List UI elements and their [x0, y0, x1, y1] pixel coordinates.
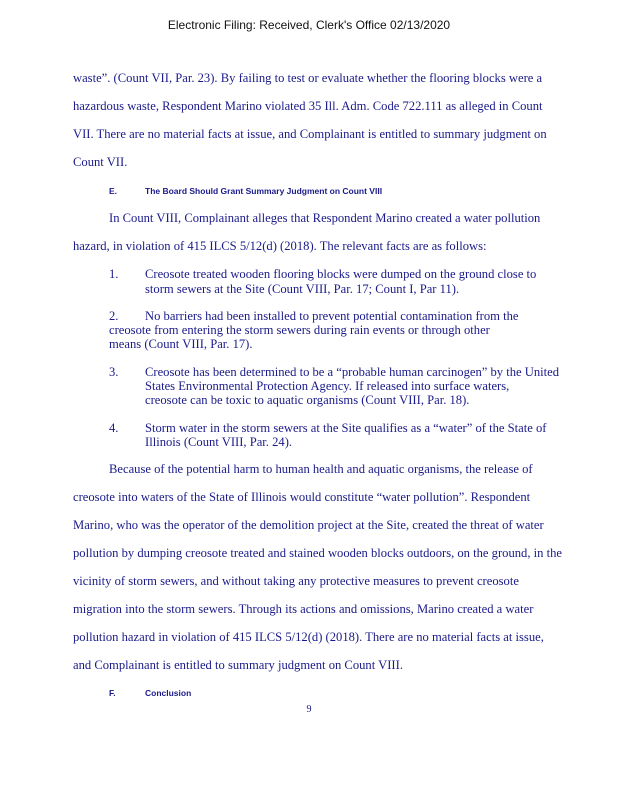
- filing-header: Electronic Filing: Received, Clerk's Office 02/13/2020: [167, 18, 451, 32]
- paragraph-line: In Count VIII, Complainant alleges that Respondent Marino created a water pollution: [109, 211, 541, 225]
- paragraph-line: hazardous waste, Respondent Marino violated 35 Ill. Adm. Code 722.111 as alleged in Count: [73, 99, 543, 113]
- list-item-number: 1.: [109, 267, 119, 281]
- paragraph-line: creosote into waters of the State of Illinois would constitute “water pollution”. Respondent: [73, 490, 531, 504]
- list-item-line: No barriers had been installed to prevent potential contamination from the: [145, 309, 519, 323]
- list-item-line: Creosote treated wooden flooring blocks were dumped on the ground close to: [145, 267, 537, 281]
- list-item-line: creosote can be toxic to aquatic organisms (Count VIII, Par. 18).: [145, 393, 470, 407]
- paragraph-line: and Complainant is entitled to summary judgment on Count VIII.: [73, 658, 403, 672]
- paragraph-line: migration into the storm sewers. Through its actions and omissions, Marino created a water: [73, 602, 534, 616]
- page-number: 9: [306, 704, 312, 715]
- list-item-number: 3.: [109, 365, 119, 379]
- list-item-line: States Environmental Protection Agency. If released into surface waters,: [145, 379, 510, 393]
- paragraph-line: Marino, who was the operator of the demolition project at the Site, created the threat of water: [73, 518, 544, 532]
- paragraph-line: waste”. (Count VII, Par. 23). By failing to test or evaluate whether the flooring blocks were a: [73, 71, 543, 85]
- paragraph-line: Count VII.: [73, 155, 128, 169]
- paragraph-line: pollution hazard in violation of 415 ILCS 5/12(d) (2018). There are no material facts at issue,: [73, 630, 544, 644]
- section-e-title: The Board Should Grant Summary Judgment on Count VIII: [145, 186, 383, 196]
- paragraph-line: hazard, in violation of 415 ILCS 5/12(d) (2018). The relevant facts are as follows:: [73, 239, 487, 253]
- section-f-title: Conclusion: [145, 688, 192, 698]
- section-e-letter: E.: [109, 186, 118, 196]
- list-item-line: Creosote has been determined to be a “probable human carcinogen” by the United: [145, 365, 560, 379]
- list-item-number: 2.: [109, 309, 119, 323]
- paragraph-line: Because of the potential harm to human health and aquatic organisms, the release of: [109, 462, 533, 476]
- paragraph-line: pollution by dumping creosote treated and stained wooden blocks outdoors, on the ground, in the: [73, 546, 562, 560]
- list-item-line: Storm water in the storm sewers at the Site qualifies as a “water” of the State of: [145, 421, 547, 435]
- list-item-line: creosote from entering the storm sewers during rain events or through other: [109, 323, 490, 337]
- list-item-line: storm sewers at the Site (Count VIII, Par. 17; Count I, Par 11).: [145, 282, 460, 296]
- paragraph-line: VII. There are no material facts at issue, and Complainant is entitled to summary judgment on: [73, 127, 547, 141]
- paragraph-line: vicinity of storm sewers, and without taking any protective measures to prevent creosote: [73, 574, 519, 588]
- list-item-line: means (Count VIII, Par. 17).: [109, 337, 253, 351]
- section-f-letter: F.: [109, 688, 116, 698]
- list-item-number: 4.: [109, 421, 119, 435]
- list-item-line: Illinois (Count VIII, Par. 24).: [145, 435, 293, 449]
